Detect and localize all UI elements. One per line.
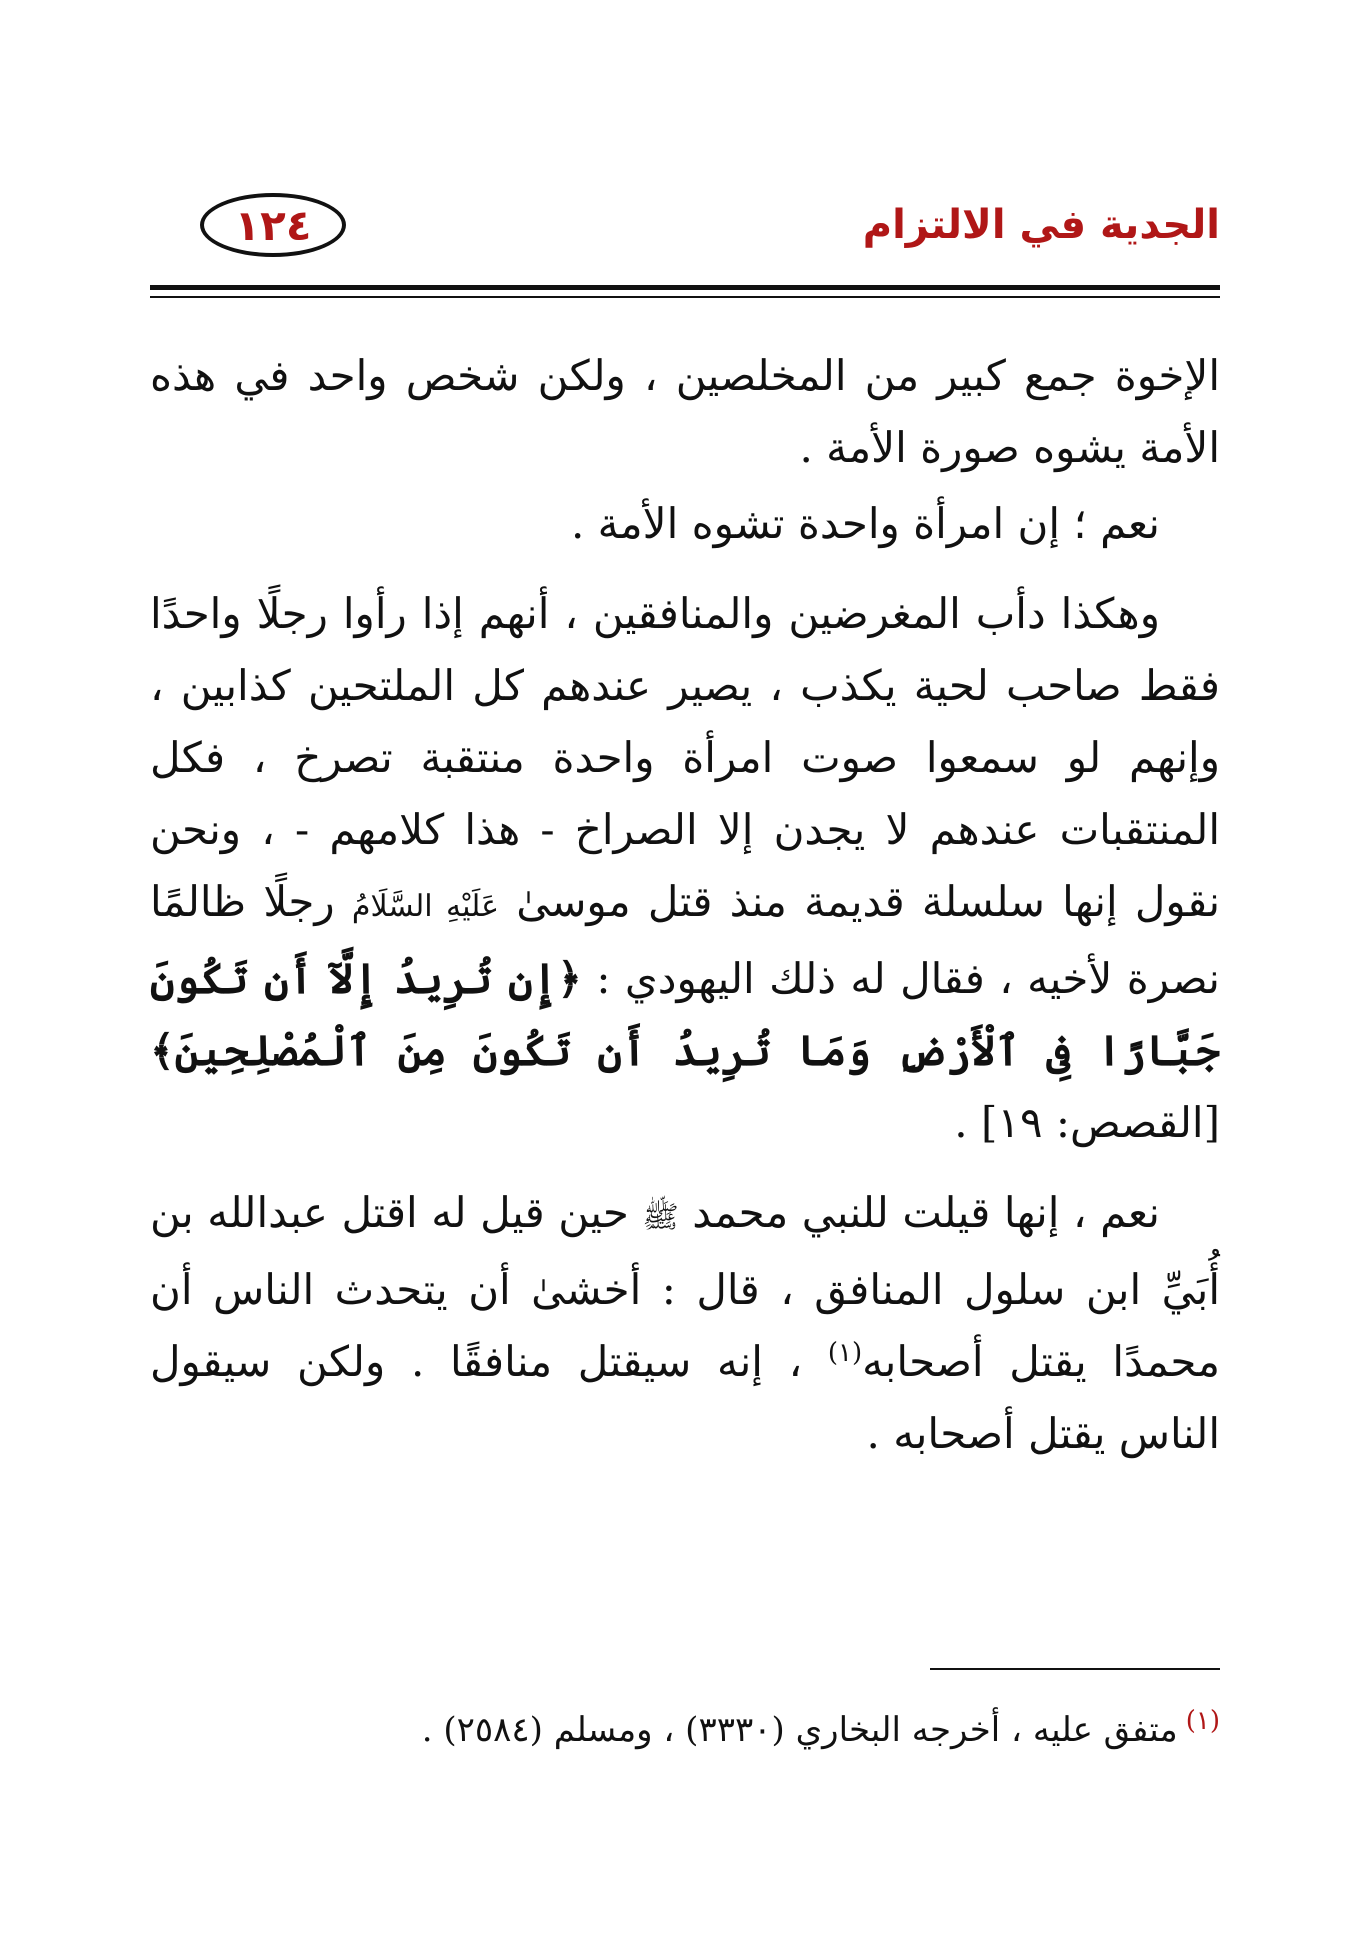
paragraph-text: الإخوة جمع كبير من المخلصين ، ولكن شخص واحد في هذه الأمة يشوه صورة الأمة . bbox=[150, 351, 1220, 472]
paragraph-text: نعم ، إنها قيلت للنبي محمد bbox=[692, 1188, 1160, 1237]
paragraph-text: نعم ؛ إن امرأة واحدة تشوه الأمة . bbox=[570, 499, 1160, 548]
footnote-marker: (١) bbox=[1185, 1705, 1220, 1736]
footnote-text: متفق عليه ، أخرجه البخاري (٣٣٣٠) ، ومسلم (٢٥٨٤) . bbox=[421, 1710, 1178, 1750]
quran-verse: ﴿إِن تُرِيدُ إِلَّآ أَن تَكُونَ جَبَّارًا فِى ٱلْأَرْضِ وَمَا تُرِيدُ أَن تَكُونَ مِنَ ٱلْمُصْلِحِينَ﴾ bbox=[150, 954, 1220, 1075]
footnote-separator bbox=[930, 1668, 1220, 1670]
header-rule-thick bbox=[150, 285, 1220, 290]
page-number-badge: ١٢٤ bbox=[200, 193, 346, 257]
running-title: الجدية في الالتزام bbox=[862, 202, 1220, 248]
header-rule-thin bbox=[150, 296, 1220, 298]
paragraph bbox=[150, 488, 1220, 560]
paragraph-text: ، إنه سيقتل منافقًا . ولكن سيقول الناس يقتل أصحابه . bbox=[150, 1337, 1220, 1458]
paragraph-text: رجلًا ظالمًا نصرة لأخيه ، فقال له ذلك اليهودي : bbox=[150, 877, 1220, 1003]
paragraph-text: وهكذا دأب المغرضين والمنافقين ، أنهم إذا رأوا رجلًا واحدًا فقط صاحب لحية يكذب ، يصير عندهم كل الملتحين كذابين ، وإنهم لو سمعوا صوت امرأة واحدة منتقبة تصرخ ، فكل المنتقبات عندهم لا يجدن إلا الصراخ - هذا كلامهم - ، ونحن نقول إنها سلسلة قديمة منذ قتل موسىٰ bbox=[150, 589, 1221, 926]
paragraph bbox=[150, 578, 1220, 1159]
footnote bbox=[150, 1700, 1220, 1760]
paragraph bbox=[150, 1177, 1220, 1470]
footnote-reference: (١) bbox=[827, 1338, 863, 1368]
paragraph-text: حين قيل له اقتل عبدالله بن أُبَيِّ ابن سلول المنافق ، قال : أخشىٰ أن يتحدث الناس أن محمدًا يقتل أصحابه bbox=[150, 1188, 1221, 1386]
page-header bbox=[150, 195, 1220, 275]
honorific-ligature: عَلَيْهِ السَّلَامُ bbox=[351, 889, 499, 924]
verse-citation: [القصص: ١٩] . bbox=[954, 1098, 1220, 1147]
main-text bbox=[150, 340, 1220, 1488]
honorific-ligature: ﷺ bbox=[642, 1200, 679, 1235]
paragraph bbox=[150, 340, 1220, 484]
